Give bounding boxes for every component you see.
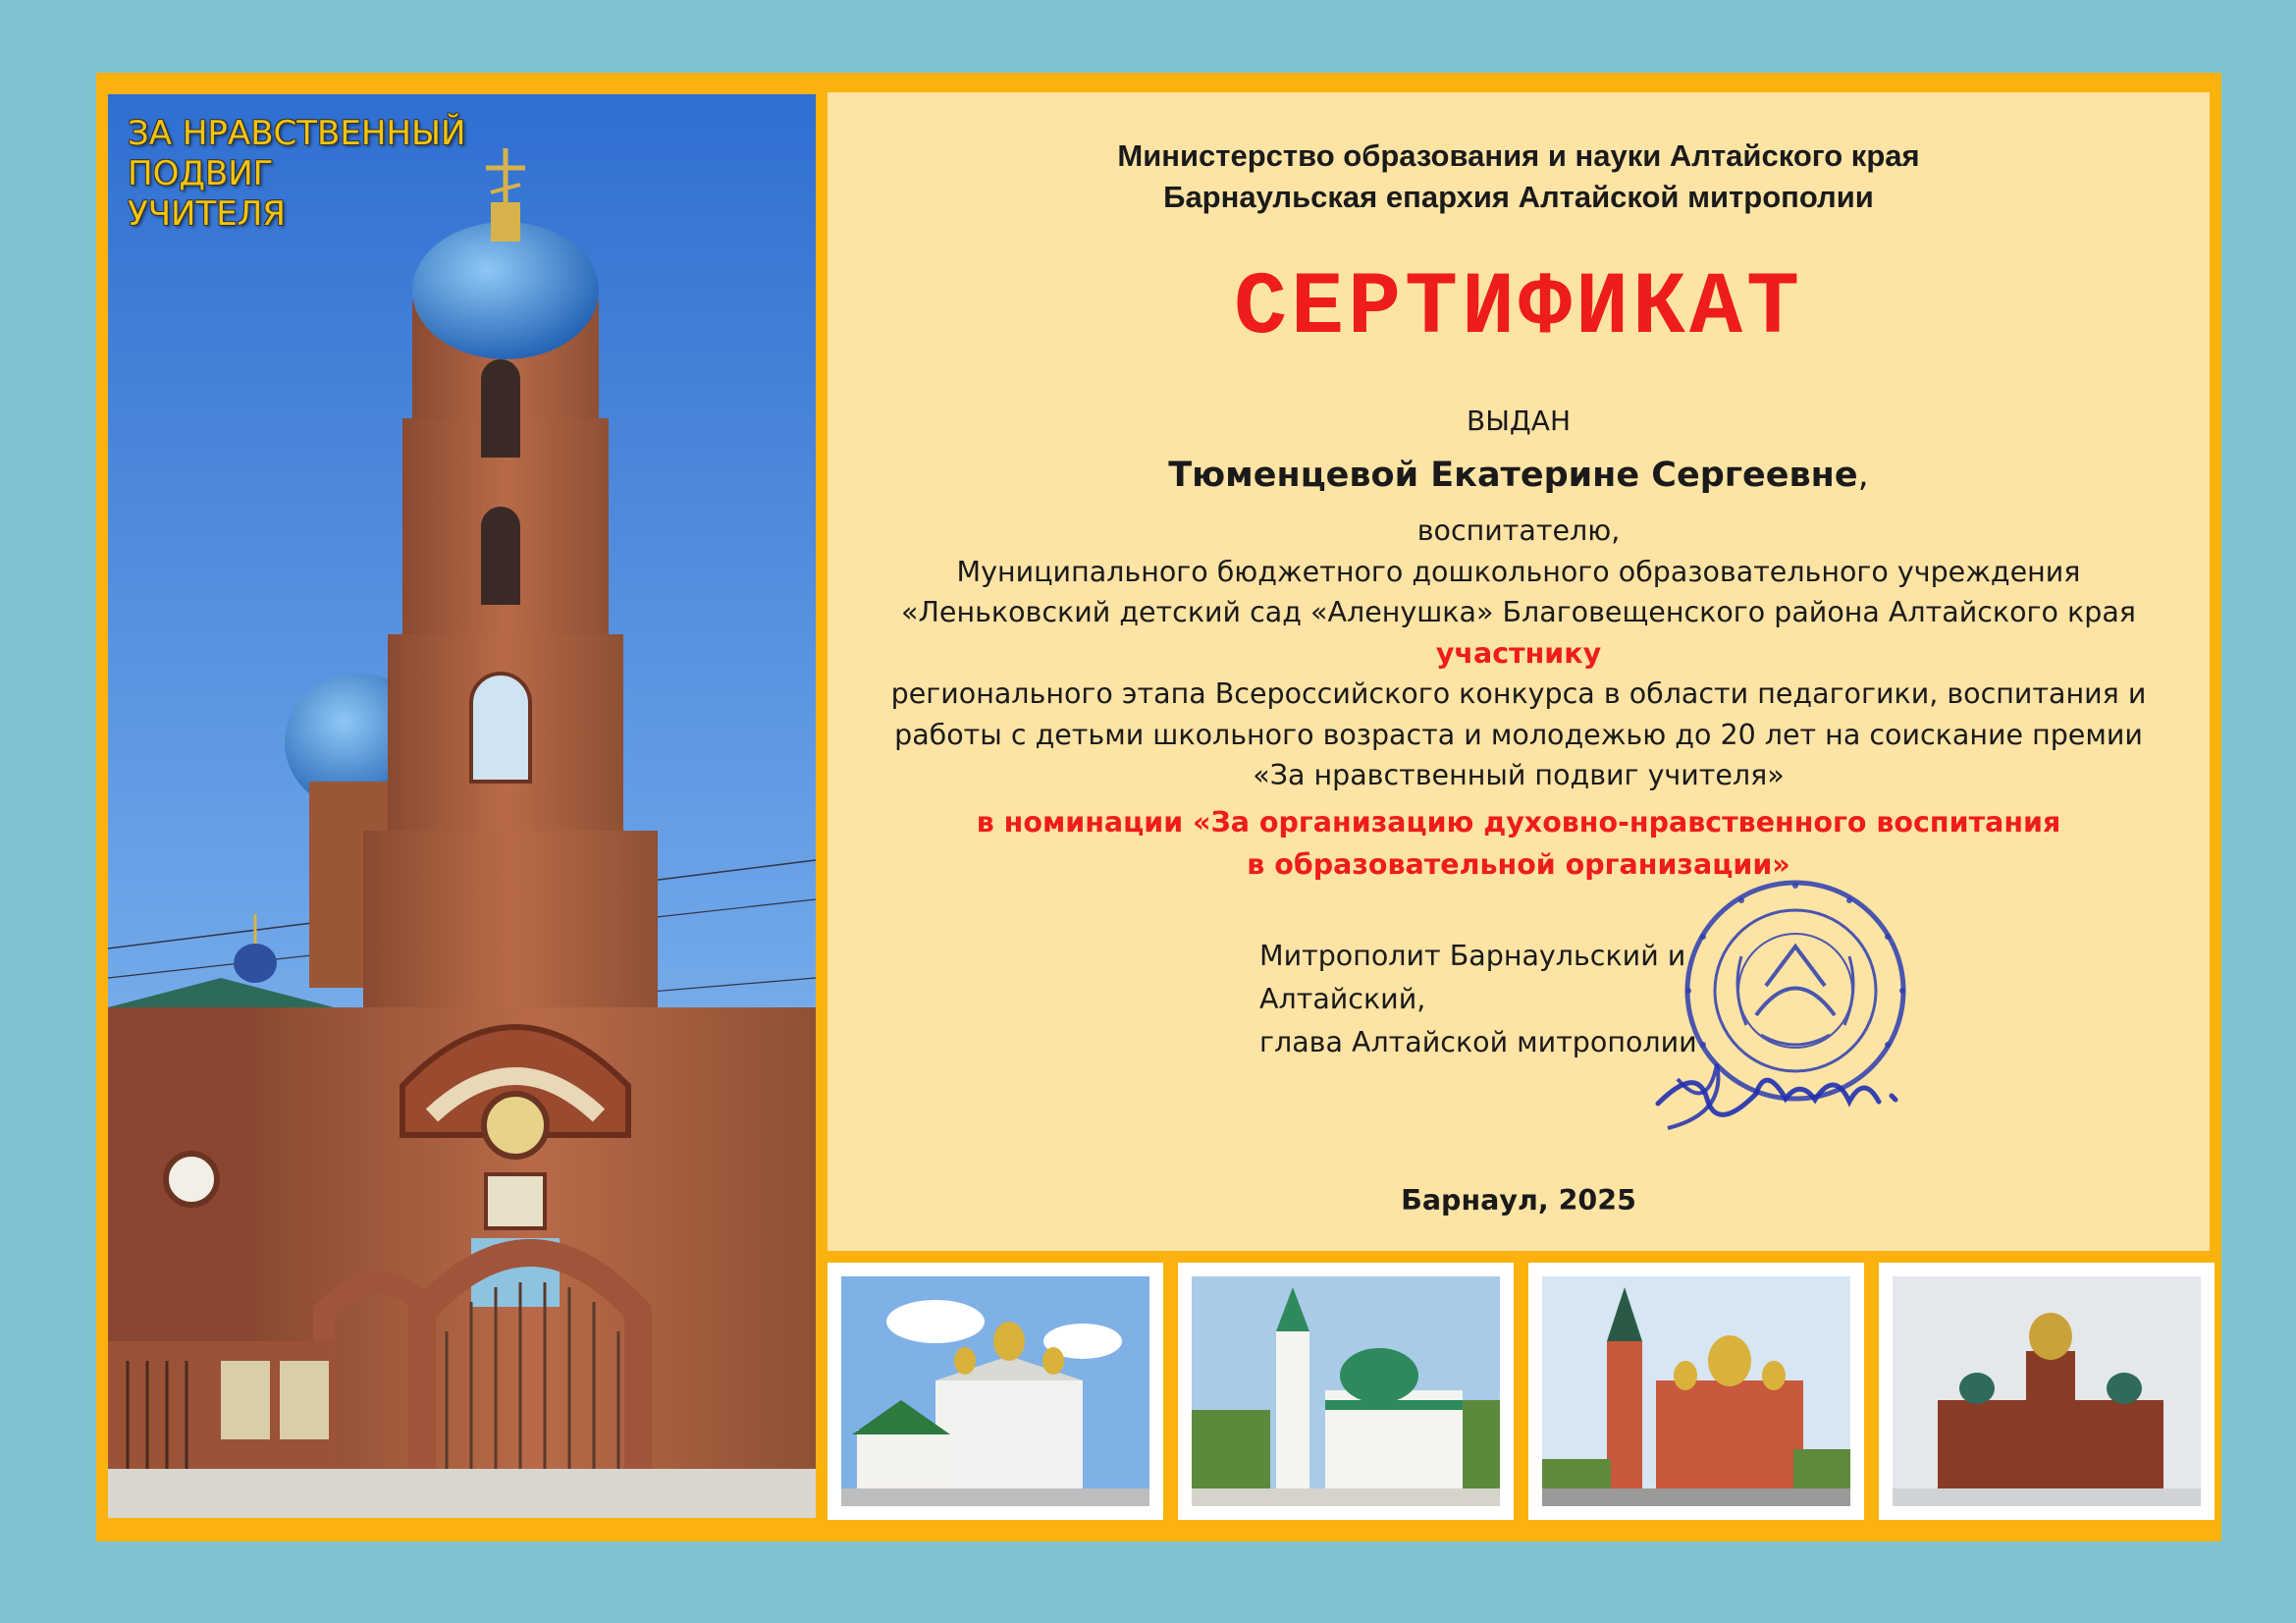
nomination — [828, 801, 2210, 886]
signer-block — [1259, 935, 1697, 1064]
church-illustration — [1178, 1263, 1514, 1520]
nomination-line: в образовательной организации» — [1247, 848, 1790, 881]
participant-label: участнику — [1435, 636, 1602, 670]
church-illustration — [1528, 1263, 1864, 1520]
church-thumbnail-3 — [1528, 1263, 1864, 1520]
church-thumbnail-1 — [828, 1263, 1163, 1520]
nomination-line: в номинации «За организацию духовно-нравственного воспитания — [976, 806, 2061, 839]
org-line: Барнаульская епархия Алтайской митрополии — [1163, 180, 1874, 214]
city-and-year: Барнаул, 2025 — [1401, 1184, 1636, 1217]
church-thumbnail-4 — [1879, 1263, 2215, 1520]
cathedral-illustration — [108, 94, 816, 1518]
description-line: «За нравственный подвиг учителя» — [1253, 759, 1785, 791]
issuing-organizations — [828, 135, 2210, 218]
church-illustration — [1879, 1263, 2215, 1520]
certificate-text-panel — [828, 92, 2210, 1251]
description-line: регионального этапа Всероссийского конкурса в области педагогики, воспитания и — [890, 677, 2147, 710]
cathedral-photo — [108, 94, 816, 1518]
description-line: Муниципального бюджетного дошкольного образовательного учреждения — [956, 555, 2081, 588]
award-description — [828, 511, 2210, 796]
photo-caption-line: ЗА НРАВСТВЕННЫЙ — [128, 114, 466, 153]
signer-line: Митрополит Барнаульский и — [1259, 940, 1686, 972]
recipient-comma: , — [1857, 456, 1869, 495]
signer-line: глава Алтайской митрополии — [1259, 1026, 1697, 1058]
church-illustration — [828, 1263, 1163, 1520]
description-line: работы с детьми школьного возраста и молодежью до 20 лет на соискание премии — [894, 718, 2143, 751]
signer-line: Алтайский, — [1259, 983, 1426, 1015]
issued-label: ВЫДАН — [1467, 405, 1571, 437]
recipient-name: Тюменцевой Екатерине Сергеевне — [1168, 456, 1858, 495]
description-line: воспитателю, — [1416, 514, 1621, 547]
photo-caption-line: ПОДВИГ — [128, 154, 274, 193]
org-line: Министерство образования и науки Алтайского края — [1117, 138, 1920, 173]
description-line: «Леньковский детский сад «Аленушка» Благовещенского района Алтайского края — [901, 596, 2136, 628]
official-stamp-seal — [1638, 868, 1933, 1153]
church-thumbnail-2 — [1178, 1263, 1514, 1520]
certificate-title: СЕРТИФИКАТ — [1233, 259, 1804, 359]
certificate-frame — [96, 73, 2221, 1542]
photo-caption — [128, 114, 465, 235]
recipient-name-line — [828, 456, 2210, 495]
photo-caption-line: УЧИТЕЛЯ — [128, 194, 286, 234]
